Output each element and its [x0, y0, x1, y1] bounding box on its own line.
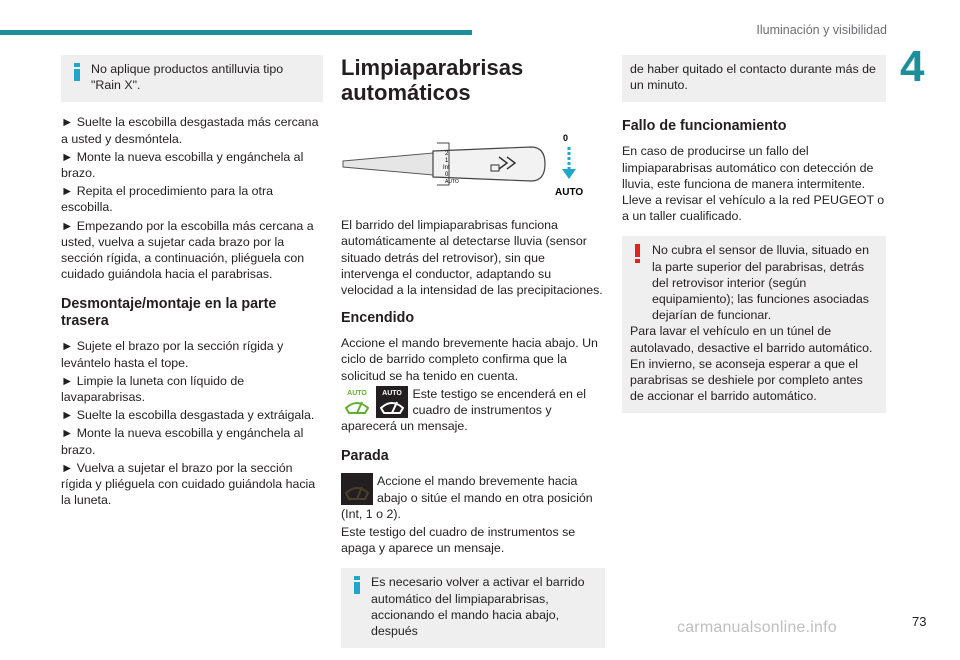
- indicator-auto-label: AUTO: [382, 389, 403, 397]
- position-int-label: Int: [443, 165, 450, 171]
- step: ► Monte la nueva escobilla y engánchela al brazo.: [61, 149, 304, 181]
- column-3: [622, 55, 886, 425]
- info-note-text: Es necesario volver a activar el barrido automático del limpiaparabrisas, accionando el mando hacia abajo, después: [371, 575, 585, 639]
- parada-heading: Parada: [341, 448, 389, 465]
- fallo-text: En caso de producirse un fallo del limpiaparabrisas automático con detección de lluvia, este funciona de manera intermitente. Lleve a revisar el vehículo a la red PEUGEOT o a un taller cualificado.: [622, 144, 885, 224]
- info-icon: [71, 63, 85, 81]
- warning-icon: [632, 244, 646, 262]
- info-note: [61, 55, 323, 102]
- step: ► Sujete el brazo por la sección rígida y levántelo hasta el tope.: [61, 339, 284, 370]
- position-1-label: 1: [445, 158, 449, 164]
- fallo-heading: Fallo de funcionamiento: [622, 118, 787, 135]
- info-note: [341, 568, 605, 648]
- encendido-heading: Encendido: [341, 310, 415, 327]
- step: ► Limpie la luneta con líquido de lavaparabrisas.: [61, 373, 245, 405]
- info-icon: [351, 576, 365, 594]
- position-zero-label: 0: [563, 133, 569, 143]
- wiper-stalk-figure: [341, 129, 585, 199]
- indicator-icons: [341, 473, 373, 505]
- parada-indicator-row: [341, 473, 605, 524]
- position-2-label: 2: [445, 151, 449, 157]
- watermark: carmanualsonline.info: [677, 619, 837, 636]
- section-title: Iluminación y visibilidad: [756, 23, 887, 37]
- auto-wiper-black-icon: [376, 386, 408, 418]
- indicator-icons: [341, 386, 408, 418]
- encendido-icon-text: Este testigo se encenderá en el cuadro de instrumentos y aparecerá un mensaje.: [341, 386, 587, 434]
- info-note-text: No aplique productos antilluvia tipo "Rain X".: [91, 62, 284, 93]
- warning-text-2: Para lavar el vehículo en un túnel de autolavado, desactive el barrido automático.: [630, 324, 873, 355]
- auto-label: AUTO: [555, 187, 584, 198]
- chapter-number: 4: [900, 42, 925, 91]
- step: ► Empezando por la escobilla más cercana a usted, vuelva a sujetar cada brazo por la sección rígida, a continuación, pliéguela con cuidado guiándola hacia el parabrisas.: [61, 218, 314, 282]
- encendido-indicator-row: [341, 386, 605, 437]
- warning-text-3: En invierno, se aconseja esperar a que el parabrisas se deshiele por completo antes de accionar el barrido automático.: [630, 356, 863, 404]
- page-title: Limpiaparabrisas automáticos: [341, 55, 524, 105]
- header-accent-bar: [0, 30, 472, 35]
- parada-text: Este testigo del cuadro de instrumentos se apaga y aparece un mensaje.: [341, 525, 576, 556]
- parada-icon-text: Accione el mando brevemente hacia abajo o sitúe el mando en otra posición (Int, 1 o 2).: [341, 474, 593, 521]
- down-arrow-icon: [562, 169, 576, 179]
- info-note-continued: [622, 55, 886, 102]
- indicator-auto-label: AUTO: [347, 389, 367, 397]
- step: ► Monte la nueva escobilla y engánchela al brazo.: [61, 426, 304, 457]
- position-auto-label: AUTO: [445, 179, 459, 185]
- step: ► Suelte la escobilla desgastada más cercana a usted y desmóntela.: [61, 115, 319, 146]
- rear-heading: Desmontaje/montaje en la parte trasera: [61, 296, 277, 330]
- position-0-label: 0: [445, 172, 449, 178]
- warning-text-1: No cubra el sensor de lluvia, situado en la parte superior del parabrisas, detrás del retrovisor interior (según equipamiento); las funciones asociadas dejarían de funcionar.: [652, 243, 869, 323]
- auto-wiper-green-icon: [341, 386, 373, 418]
- step: ► Vuelva a sujetar el brazo por la sección rígida y pliéguela con cuidado guiándola hacia la luneta.: [61, 460, 316, 508]
- page-number: 73: [912, 614, 927, 629]
- info-note-continued-text: de haber quitado el contacto durante más de un minuto.: [630, 62, 876, 93]
- column-2: [341, 55, 605, 660]
- encendido-text: Accione el mando brevemente hacia abajo. Un ciclo de barrido completo confirma que la solicitud se ha tenido en cuenta.: [341, 336, 598, 383]
- column-1: [61, 55, 323, 510]
- warning-note: [622, 236, 886, 413]
- step: ► Repita el procedimiento para la otra escobilla.: [61, 184, 274, 215]
- wiper-off-icon: [341, 473, 373, 505]
- intro-text: El barrido del limpiaparabrisas funciona automáticamente al detectarse lluvia (sensor situado detrás del retrovisor), sin que intervenga el conductor, adaptando su velocidad a la intensidad de las precipitaciones.: [341, 218, 603, 298]
- step: ► Suelte la escobilla desgastada y extráigala.: [61, 408, 315, 423]
